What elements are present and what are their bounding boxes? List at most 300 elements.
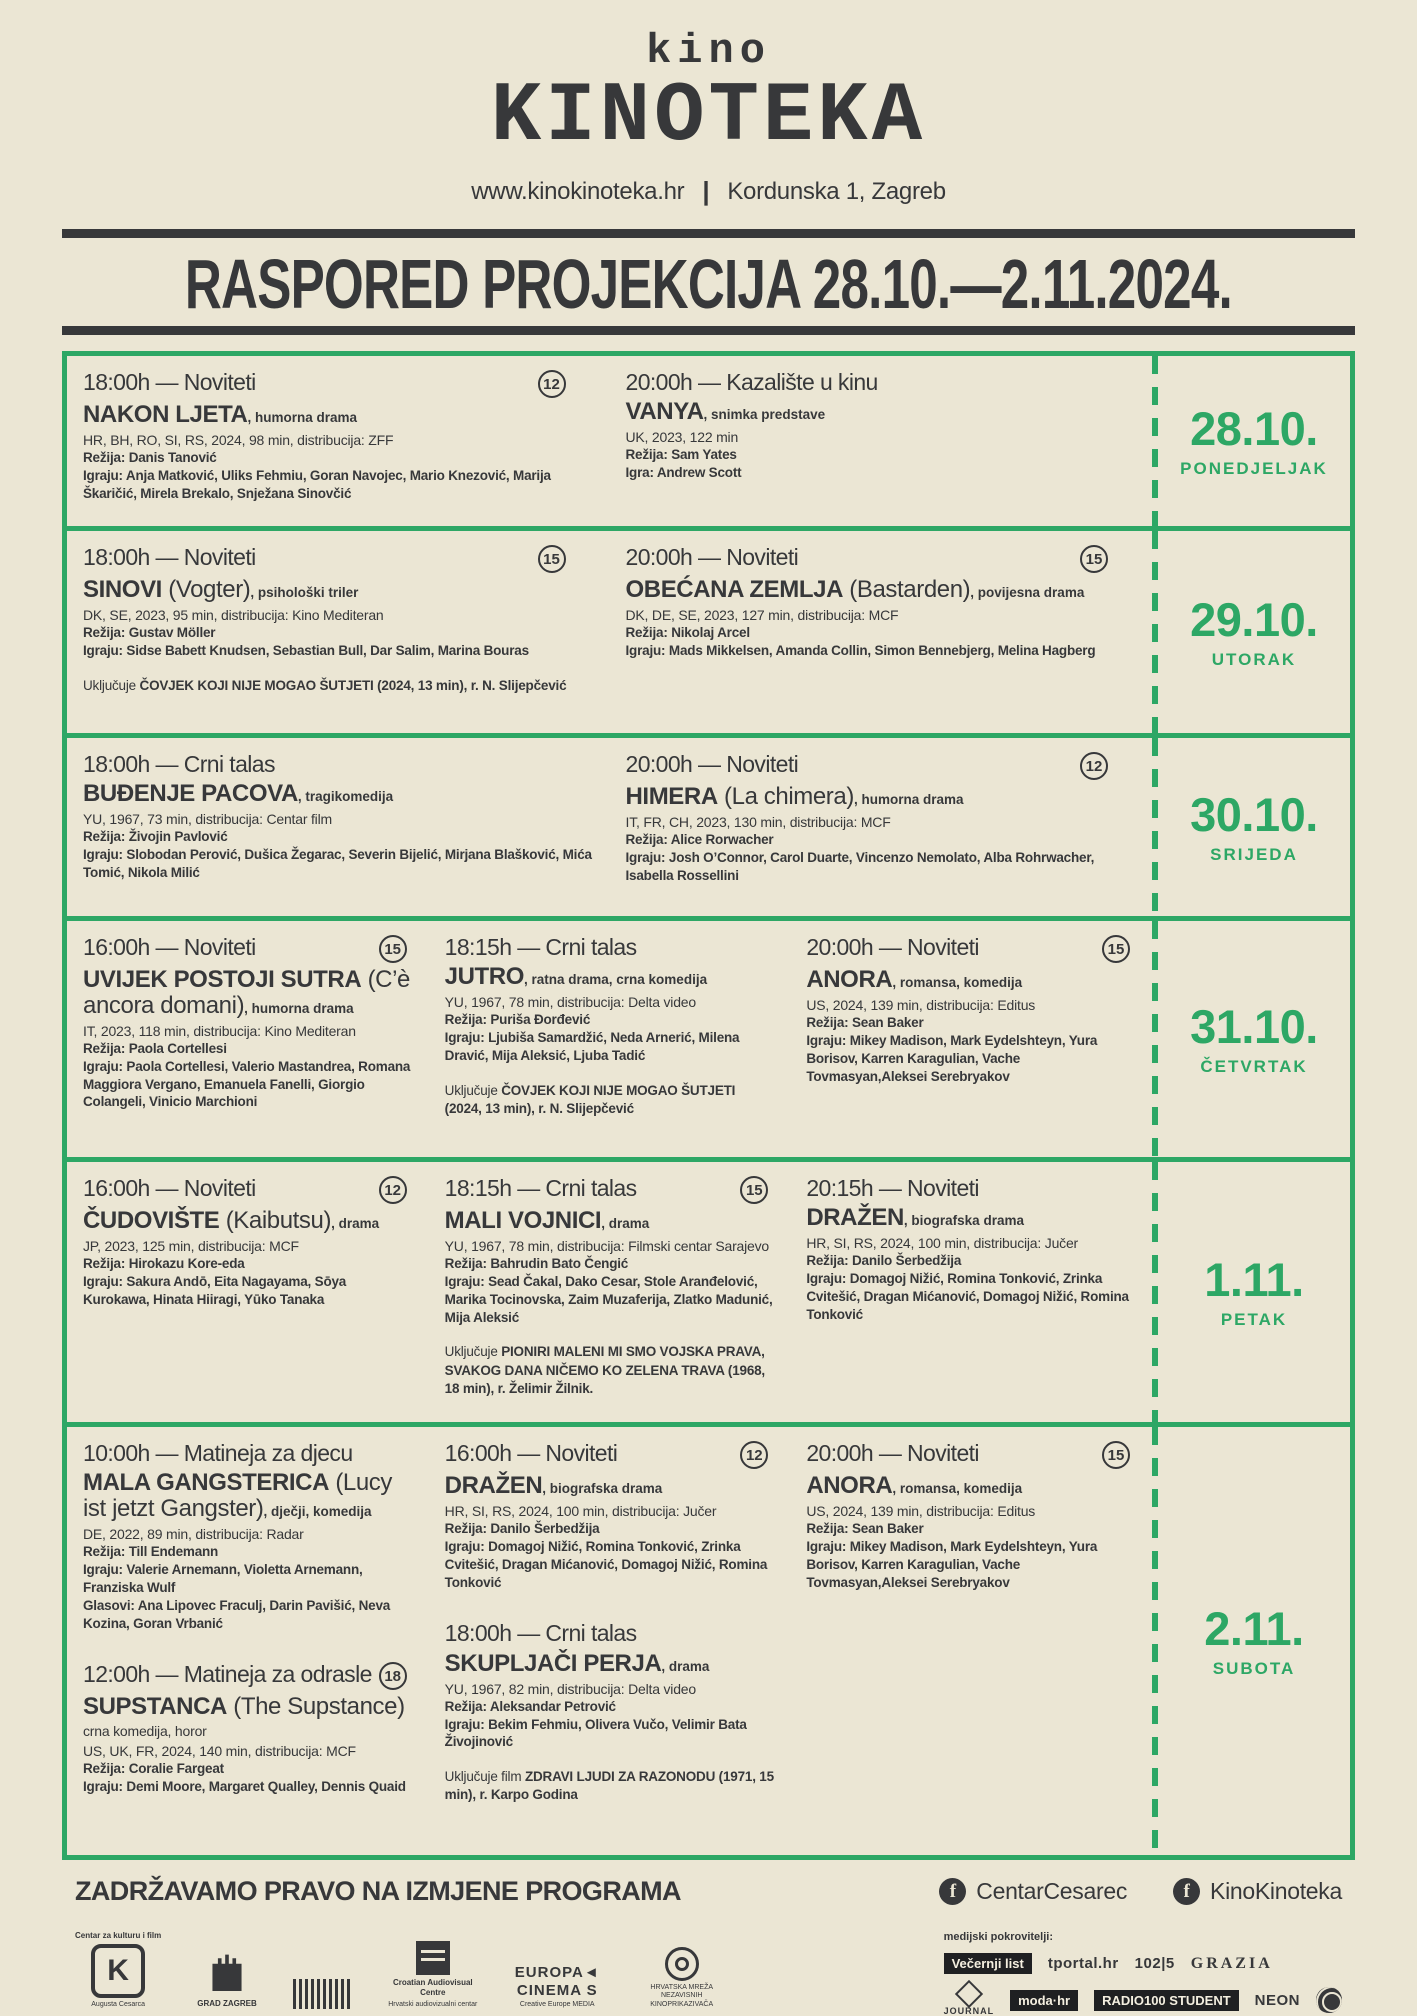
screenings-column <box>610 545 1153 721</box>
film-credit <box>806 1270 1136 1323</box>
kino-network-logo-icon <box>665 1947 699 1981</box>
film-title-text: ČUDOVIŠTE <box>83 1207 220 1234</box>
barcode-logo-icon <box>293 1979 351 2009</box>
film-original-title: (Lucy ist jetzt Gangster) <box>83 1469 393 1523</box>
film-title <box>445 1651 775 1677</box>
credit-value: Domagoj Nižić, Romina Tonković, Zrinka Cvitešić, Dragan Mićanović, Domagoj Nižić, Romina Tonković <box>806 1271 1129 1322</box>
europa-cinemas-line1: EUROPA◄ <box>514 1963 600 1981</box>
credit-label: Igraju: <box>83 1058 123 1074</box>
film-credit <box>83 1561 413 1597</box>
date-number: 29.10. <box>1190 593 1318 646</box>
schedule-table <box>62 351 1355 1860</box>
date-cell <box>1158 738 1350 916</box>
film-original-title: (Vogter) <box>161 576 251 603</box>
sponsor-logo-europa <box>515 1965 600 2009</box>
screening-time: 18:00h — Noviteti <box>83 369 256 395</box>
credit-value: Mads Mikkelsen, Amanda Collin, Simon Bennebjerg, Melina Hagberg <box>668 642 1096 658</box>
film-credit <box>626 446 1137 464</box>
sponsor-logo-castle <box>197 1951 257 2009</box>
age-rating-badge: 15 <box>740 1176 768 1204</box>
date-number: 31.10. <box>1190 1000 1318 1053</box>
date-weekday: UTORAK <box>1211 650 1297 669</box>
film-credit <box>626 624 1137 642</box>
screenings-column <box>610 752 1153 904</box>
age-rating-badge: 15 <box>1102 935 1130 963</box>
croav-logo-icon <box>416 1941 450 1975</box>
row-screenings <box>67 1162 1152 1422</box>
film-meta: YU, 1967, 73 min, distribucija: Centar film <box>83 811 332 828</box>
credit-value: Ana Lipovec Fraculj, Darin Pavišić, Neva Kozina, Goran Vrbanić <box>83 1597 391 1631</box>
address-line <box>0 176 1417 207</box>
screening-head <box>83 1441 413 1466</box>
screening <box>83 1176 413 1309</box>
sponsor-caption: GRAD ZAGREB <box>197 1999 257 2009</box>
screening <box>83 1441 413 1632</box>
film-genre: , biografska drama <box>903 1213 1024 1229</box>
film-title <box>806 967 1136 993</box>
credit-label: Režija: <box>83 1761 126 1777</box>
film-genre: , povijesna drama <box>970 585 1085 600</box>
row-screenings <box>67 1427 1152 1855</box>
film-title-text: DRAŽEN <box>444 1472 543 1499</box>
credit-value: Sead Čakal, Dako Cesar, Stole Aranđelović, Marika Tocinovska, Zaim Muzaferija, Zlatko Madunić, Mija Aleksić <box>444 1273 773 1325</box>
film-genre: , humorna drama <box>244 1000 354 1016</box>
film-title <box>445 1208 775 1234</box>
credit-value: Till Endemann <box>128 1544 219 1560</box>
film-credit <box>445 1011 775 1029</box>
schedule-row <box>62 526 1355 738</box>
social-links <box>939 1878 1342 1905</box>
film-title-text: NAKON LJETA <box>83 401 248 428</box>
film-credit <box>806 1252 1136 1270</box>
credit-label: Režija: <box>83 1256 126 1272</box>
media-partner-name: JOURNAL <box>943 2006 995 2016</box>
credit-label: Režija: <box>625 447 668 463</box>
age-rating-badge: 12 <box>538 370 566 398</box>
film-meta: DK, DE, SE, 2023, 127 min, distribucija: MCF <box>625 606 899 623</box>
credit-label: Igraju: <box>806 1538 847 1554</box>
includes-note-film: PIONIRI MALENI MI SMO VOJSKA PRAVA, SVAKOG DANA NIČEMO KO ZELENA TRAVA (1968, 18 min), r. Želimir Žilnik. <box>444 1344 765 1396</box>
sponsor-caption: Centar za kulturu i film <box>75 1931 162 1940</box>
credit-value: Demi Moore, Margaret Qualley, Dennis Quaid <box>126 1779 406 1795</box>
film-meta: YU, 1967, 78 min, distribucija: Delta video <box>444 994 696 1011</box>
page-title <box>0 245 1417 323</box>
website-text: www.kinokinoteka.hr <box>471 177 685 205</box>
footer-row <box>75 1876 1342 1907</box>
sponsor-logo-barcode <box>293 1979 351 2009</box>
row-screenings <box>67 921 1152 1157</box>
screening <box>806 935 1136 1085</box>
screening-time: 12:00h — Matineja za odrasle <box>83 1661 372 1688</box>
screening-head <box>83 370 594 398</box>
poster-header <box>0 0 1417 207</box>
city-castle-icon <box>208 1951 246 1996</box>
logo-kinoteka: KINOTEKA <box>490 70 927 165</box>
film-credit <box>445 1255 775 1273</box>
film-credit <box>806 1014 1136 1032</box>
film-title <box>806 1205 1136 1231</box>
film-credit <box>626 464 1137 482</box>
screenings-column <box>429 1176 791 1410</box>
film-credit <box>83 1040 413 1058</box>
screenings-column <box>67 370 610 514</box>
film-credit <box>445 1029 775 1065</box>
film-credit <box>83 1597 413 1633</box>
credit-value: Paola Cortellesi <box>128 1041 227 1056</box>
credit-value: Andrew Scott <box>656 465 742 481</box>
logos-row <box>75 1931 1342 2016</box>
film-credit <box>83 1778 413 1796</box>
facebook-page-name: KinoKinoteka <box>1210 1878 1342 1904</box>
film-title-text: BUĐENJE PACOVA <box>83 780 298 808</box>
film-meta: HR, SI, RS, 2024, 100 min, distribucija: Jučer <box>444 1502 717 1519</box>
screening <box>83 370 594 503</box>
screening-head <box>445 1441 775 1469</box>
age-rating-badge: 12 <box>379 1176 407 1204</box>
credit-value: Bekim Fehmiu, Olivera Vučo, Velimir Bata Živojinović <box>444 1716 747 1750</box>
date-cell <box>1158 1162 1350 1422</box>
credit-label: Igraju: <box>83 1779 123 1795</box>
screening-head <box>83 752 594 777</box>
film-title-text: ANORA <box>806 1472 893 1499</box>
film-genre: , ratna drama, crna komedija <box>524 972 708 988</box>
screenings-column <box>610 370 1153 514</box>
includes-note <box>445 1082 775 1118</box>
date-number: 1.11. <box>1204 1253 1304 1306</box>
film-title <box>806 1473 1136 1499</box>
credit-value: Nikolaj Arcel <box>671 625 750 641</box>
film-credit <box>445 1538 775 1591</box>
film-meta: YU, 1967, 82 min, distribucija: Delta video <box>444 1680 696 1697</box>
sponsor-logo-mreza <box>636 1947 728 2009</box>
screenings-column <box>790 935 1152 1145</box>
schedule-row <box>62 733 1355 921</box>
program-change-note: ZADRŽAVAMO PRAVO NA IZMJENE PROGRAMA <box>75 1876 681 1906</box>
credit-label: Režija: <box>806 1521 849 1537</box>
film-genre: , humorna drama <box>247 410 358 425</box>
film-meta: IT, 2023, 118 min, distribucija: Kino Mediteran <box>83 1022 356 1039</box>
film-title-text: DRAŽEN <box>806 1204 904 1232</box>
audio-waves-icon <box>1316 1987 1342 2013</box>
credit-label: Igra: <box>625 465 654 481</box>
screening <box>83 545 594 695</box>
film-meta: UK, 2023, 122 min <box>625 429 739 446</box>
film-title-text: UVIJEK POSTOJI SUTRA <box>83 966 362 993</box>
sponsor-caption: Augusta Cesarca <box>91 2000 145 2008</box>
credit-label: Režija: <box>444 1698 487 1714</box>
screenings-column <box>67 545 610 721</box>
row-screenings <box>67 738 1152 916</box>
date-number: 2.11. <box>1204 1602 1304 1655</box>
date-cell <box>1158 531 1350 733</box>
credit-label: Glasovi: <box>83 1597 135 1613</box>
screening <box>626 752 1137 885</box>
schedule-row <box>62 916 1355 1162</box>
credit-value: Anja Matković, Uliks Fehmiu, Goran Navojec, Mario Knezović, Marija Škaričić, Mirela Brekalo, Snježana Sinovčić <box>83 467 551 501</box>
credit-label: Igraju: <box>83 1273 123 1289</box>
date-weekday: SUBOTA <box>1212 1659 1296 1678</box>
divider-top <box>62 229 1355 238</box>
age-rating-badge: 15 <box>1080 545 1108 573</box>
film-credit <box>806 1032 1136 1085</box>
includes-note-prefix: Uključuje <box>444 1344 502 1360</box>
film-credit <box>83 1543 413 1561</box>
film-title <box>445 964 775 990</box>
screening-time: 10:00h — Matineja za djecu <box>83 1440 353 1466</box>
film-credit <box>445 1698 775 1716</box>
film-original-title: (C’è ancora domani) <box>83 966 410 1019</box>
includes-note <box>83 677 594 695</box>
media-partners-row-2 <box>944 1984 1342 2016</box>
film-title <box>83 1694 413 1720</box>
age-rating-badge: 15 <box>538 545 566 573</box>
credit-value: Slobodan Perović, Dušica Žegarac, Severin Bijelić, Mirjana Blašković, Mića Tomić, Nikola Milić <box>83 847 592 881</box>
film-title-text: JUTRO <box>444 963 524 991</box>
film-meta: DK, SE, 2023, 95 min, distribucija: Kino Mediteran <box>83 606 384 623</box>
screening-head <box>806 1441 1136 1469</box>
age-rating-badge: 12 <box>1080 752 1108 780</box>
screening-head <box>626 752 1137 780</box>
screening-head <box>626 545 1137 573</box>
screening <box>445 935 775 1118</box>
sponsor-caption: Croatian Audiovisual Centre <box>392 1978 473 1997</box>
film-title-text: SINOVI <box>83 576 162 603</box>
credit-label: Igraju: <box>83 847 123 863</box>
film-genre: , snimka predstave <box>703 407 826 423</box>
credit-value: Valerie Arnemann, Violetta Arnemann, Franziska Wulf <box>83 1562 363 1595</box>
credit-label: Režija: <box>444 1256 487 1272</box>
film-title-text: ANORA <box>806 966 893 993</box>
film-meta: US, UK, FR, 2024, 140 min, distribucija: MCF <box>83 1743 356 1760</box>
credit-value: Danis Tanović <box>128 450 217 466</box>
sponsor-logo-ck <box>75 1931 161 2009</box>
separator-bar: | <box>702 176 710 206</box>
credit-value: Alice Rorwacher <box>670 832 774 848</box>
film-credit <box>806 1538 1136 1591</box>
media-partner-logo: RADIO100 STUDENT <box>1094 1990 1239 2011</box>
film-credit <box>626 831 1137 849</box>
date-weekday: PONEDJELJAK <box>1180 459 1328 478</box>
credit-label: Igraju: <box>444 1538 485 1554</box>
facebook-centarcesarec <box>939 1878 1127 1905</box>
film-credit <box>83 467 594 503</box>
sponsor-caption: Creative Europe MEDIA <box>519 2000 595 2008</box>
media-partners-row-1 <box>944 1953 1273 1974</box>
screening-time: 18:15h — Crni talas <box>444 934 637 960</box>
screening-time: 20:15h — Noviteti <box>806 1175 979 1201</box>
includes-note <box>445 1343 775 1398</box>
credit-label: Igraju: <box>83 467 123 483</box>
screening <box>626 370 1137 482</box>
film-credit <box>83 642 594 660</box>
credit-value: Puriša Đorđević <box>490 1012 591 1028</box>
film-credit <box>445 1716 775 1752</box>
credit-label: Režija: <box>806 1015 849 1031</box>
includes-note-film: ČOVJEK KOJI NIJE MOGAO ŠUTJETI (2024, 13 min), r. N. Slijepčević <box>444 1082 736 1117</box>
includes-note-prefix: Uključuje <box>83 677 140 693</box>
screening-time: 18:00h — Crni talas <box>83 751 275 777</box>
age-rating-badge: 12 <box>740 1441 768 1469</box>
screening-head <box>445 1621 775 1646</box>
date-cell <box>1158 921 1350 1157</box>
film-meta: US, 2024, 139 min, distribucija: Editus <box>806 996 1036 1013</box>
date-number: 28.10. <box>1190 402 1318 455</box>
film-title <box>83 781 594 807</box>
credit-value: Sean Baker <box>852 1015 924 1031</box>
logo-kino: kino <box>646 27 771 75</box>
credit-label: Režija: <box>806 1253 849 1269</box>
screening-time: 16:00h — Noviteti <box>83 934 256 960</box>
address-text: Kordunska 1, Zagreb <box>727 177 946 205</box>
date-number: 30.10. <box>1190 788 1318 841</box>
credit-value: Josh O’Connor, Carol Duarte, Vincenzo Nemolato, Alba Rohrwacher, Isabella Rossellini <box>625 849 1095 883</box>
film-credit <box>83 1058 413 1111</box>
credit-label: Igraju: <box>444 1716 485 1732</box>
credit-value: Živojin Pavlović <box>128 829 228 845</box>
media-partner-logo: tportal.hr <box>1047 1955 1119 1972</box>
film-title <box>626 577 1137 603</box>
credit-value: Sam Yates <box>671 447 737 463</box>
screening <box>83 1662 413 1796</box>
credit-label: Režija: <box>83 450 126 466</box>
credit-label: Režija: <box>625 625 668 641</box>
screenings-column <box>67 1176 429 1410</box>
film-meta: JP, 2023, 125 min, distribucija: MCF <box>83 1237 299 1254</box>
film-meta: DE, 2022, 89 min, distribucija: Radar <box>83 1526 304 1543</box>
row-screenings <box>67 356 1152 526</box>
screenings-column <box>429 935 791 1145</box>
screening-head <box>83 935 413 963</box>
credit-label: Igraju: <box>625 642 666 658</box>
screening-head <box>806 1176 1136 1201</box>
media-partner-logo: NEON <box>1254 1991 1300 2009</box>
film-credit <box>83 1255 413 1273</box>
film-credit <box>83 846 594 882</box>
screening-time: 20:00h — Noviteti <box>806 1440 979 1466</box>
film-title-text: SKUPLJAČI PERJA <box>444 1649 662 1677</box>
credit-value: Danilo Šerbedžija <box>490 1521 600 1537</box>
screening-head <box>445 935 775 960</box>
facebook-icon: f <box>939 1878 966 1905</box>
film-genre: , biografska drama <box>542 1481 663 1496</box>
film-genre: , tragikomedija <box>297 789 394 805</box>
schedule-row <box>62 351 1355 531</box>
credit-label: Igraju: <box>444 1273 485 1289</box>
screening-time: 20:00h — Noviteti <box>806 934 979 960</box>
credit-label: Igraju: <box>83 642 123 658</box>
credit-label: Igraju: <box>625 849 666 865</box>
credit-label: Režija: <box>83 1544 126 1560</box>
divider-bottom <box>62 326 1355 335</box>
credit-label: Režija: <box>83 829 126 845</box>
film-title-text: MALI VOJNICI <box>444 1207 602 1234</box>
credit-value: Paola Cortellesi, Valerio Mastandrea, Romana Maggiora Vergano, Emanuela Fanelli, Giorgio Colangeli, Vinicio Marchioni <box>83 1058 411 1110</box>
credit-label: Igraju: <box>444 1030 485 1046</box>
media-partner-logo <box>944 1984 995 2016</box>
screening-head <box>445 1176 775 1204</box>
film-credit <box>83 1273 413 1309</box>
sponsor-caption: Hrvatski audiovizualni centar <box>388 2000 478 2008</box>
film-credit <box>626 642 1137 660</box>
credit-value: Domagoj Nižić, Romina Tonković, Zrinka Cvitešić, Dragan Mićanović, Domagoj Nižić, Romina Tonković <box>444 1538 768 1590</box>
includes-note-prefix: Uključuje <box>444 1082 502 1098</box>
screening-head <box>83 1176 413 1204</box>
screening-head <box>626 370 1137 395</box>
film-title-text: VANYA <box>625 398 704 426</box>
ck-logo-icon: K <box>91 1944 145 1998</box>
credit-value: Coralie Fargeat <box>128 1761 224 1777</box>
media-partners-label: medijski pokrovitelji: <box>943 1931 1053 1943</box>
credit-label: Igraju: <box>83 1562 123 1578</box>
includes-note-prefix: Uključuje film <box>444 1769 525 1785</box>
film-title-text: HIMERA <box>625 783 718 810</box>
schedule-row <box>62 1422 1355 1860</box>
media-partner-logo: moda·hr <box>1010 1990 1078 2011</box>
credit-value: Danilo Šerbedžija <box>852 1253 962 1269</box>
sponsor-logo-croav <box>387 1941 479 2009</box>
screening-time: 16:00h — Noviteti <box>444 1440 618 1466</box>
credit-value: Aleksandar Petrović <box>489 1698 616 1714</box>
credit-value: Mikey Madison, Mark Eydelshteyn, Yura Borisov, Karren Karagulian, Vache Tovmasyan,Aleksei Serebryakov <box>806 1032 1098 1084</box>
includes-note-film: ZDRAVI LJUDI ZA RAZONODU (1971, 15 min), r. Karpo Godina <box>444 1769 774 1803</box>
facebook-icon: f <box>1173 1878 1200 1905</box>
screening-time: 20:00h — Kazalište u kinu <box>625 369 878 395</box>
sponsor-caption: HRVATSKA MREŽA NEZAVISNIH KINOPRIKAZIVAČA <box>650 1983 714 2008</box>
film-original-title: (Bastarden) <box>843 576 971 603</box>
facebook-kinokinoteka <box>1173 1878 1342 1905</box>
film-title <box>83 967 413 1019</box>
includes-note <box>445 1768 775 1804</box>
film-credit <box>83 449 594 467</box>
screening-time: 16:00h — Noviteti <box>83 1175 256 1201</box>
screening <box>83 752 594 882</box>
screening <box>806 1176 1136 1324</box>
film-credit <box>83 1760 413 1778</box>
screening <box>626 545 1137 660</box>
screening-time: 20:00h — Noviteti <box>625 751 799 777</box>
screening-head <box>83 1662 413 1690</box>
screening <box>806 1441 1136 1591</box>
film-credit <box>626 849 1137 885</box>
film-credit <box>806 1520 1136 1538</box>
credit-value: Mikey Madison, Mark Eydelshteyn, Yura Borisov, Karren Karagulian, Vache Tovmasyan,Aleksei Serebryakov <box>806 1538 1098 1590</box>
row-screenings <box>67 531 1152 733</box>
media-partner-logo: 102|5 <box>1134 1955 1175 1972</box>
credit-value: Hirokazu Kore-eda <box>128 1256 245 1272</box>
credit-label: Režija: <box>83 625 126 641</box>
film-original-title: (Kaibutsu) <box>219 1207 332 1234</box>
film-title <box>626 784 1137 810</box>
screening-time: 18:00h — Noviteti <box>83 544 256 570</box>
film-meta: HR, BH, RO, SI, RS, 2024, 98 min, distribucija: ZFF <box>83 431 394 448</box>
film-genre: , humorna drama <box>853 792 964 807</box>
credit-label: Igraju: <box>806 1271 847 1287</box>
credit-value: Bahrudin Bato Čengić <box>490 1256 629 1272</box>
date-cell <box>1158 356 1350 526</box>
film-credit <box>83 828 594 846</box>
date-weekday: PETAK <box>1220 1310 1288 1329</box>
film-meta: HR, SI, RS, 2024, 100 min, distribucija: Jučer <box>806 1235 1079 1252</box>
screenings-column <box>790 1441 1152 1843</box>
includes-note-film: ČOVJEK KOJI NIJE MOGAO ŠUTJETI (2024, 13 min), r. N. Slijepčević <box>139 677 567 693</box>
age-rating-badge: 15 <box>379 935 407 963</box>
screening-time: 20:00h — Noviteti <box>625 544 799 570</box>
screening <box>83 935 413 1111</box>
screening <box>445 1441 775 1591</box>
screening-time: 18:00h — Crni talas <box>444 1620 637 1647</box>
film-title <box>83 577 594 603</box>
film-original-title: (La chimera) <box>717 783 854 810</box>
